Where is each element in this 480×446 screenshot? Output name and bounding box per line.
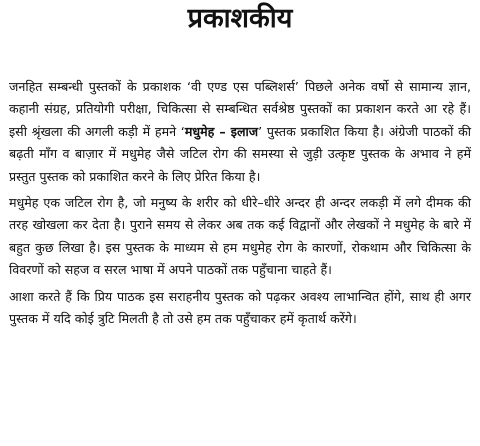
book-title-highlight: मधुमेह – इलाज — [184, 123, 259, 139]
paragraph-intro — [9, 76, 471, 188]
page-title: प्रकाशकीय — [187, 3, 293, 34]
paragraph-closing: आशा करते हैं कि प्रिय पाठक इस सराहनीय पुस्तक को पढ़कर अवश्य लाभान्वित होंगे, साथ ही अगर पुस्तक में यदि कोई त्रुटि मिलती है तो उसे हम तक पहुँचाकर हमें कृतार्थ करेंगे। — [9, 288, 471, 327]
paragraph-about-diabetes: मधुमेह एक जटिल रोग है, जो मनुष्य के शरीर को धीरे–धीरे अन्दर ही अन्दर लकड़ी में लगे दीमक की तरह खोखला कर देता है। पुराने समय से लेकर अब तक कई विद्वानों और लेखकों ने मधुमेह के बारे में बहुत कुछ लिखा है। इस पुस्तक के माध्यम से हम मधुमेह रोग के कारणों, रोकथाम और चिकित्सा के विवरणों को सहज व सरल भाषा में अपने पाठकों तक पहुँचाना चाहते हैं। — [9, 195, 471, 278]
document-body — [9, 76, 471, 330]
paragraph-intro-text-1: जनहित सम्बन्धी पुस्तकों के प्रकाशक ‘वी एण्ड एस पब्लिशर्स’ पिछले अनेक वर्षो से सामान्य ज्ञान, कहानी संग्रह, प्रतियोगी परीक्षा, चिकित्सा से सम्बन्धित सर्वश्रेष्ठ पुस्तकों का प्रकाशन करते आ रहे हैं। इसी श्रृंखला की अगली कड़ी में हमने ‘ — [9, 79, 471, 139]
paragraph-intro-text-2: ’ पुस्तक प्रकाशित किया है। अंग्रेजी पाठकों की बढ़ती माँग व बाज़ार में मधुमेह जैसे जटिल रोग की समस्या से जुड़ी उत्कृष्ट पुस्तक के अभाव ने हमें प्रस्तुत पुस्तक को प्रकाशित करने के लिए प्रेरित किया है। — [9, 123, 471, 184]
